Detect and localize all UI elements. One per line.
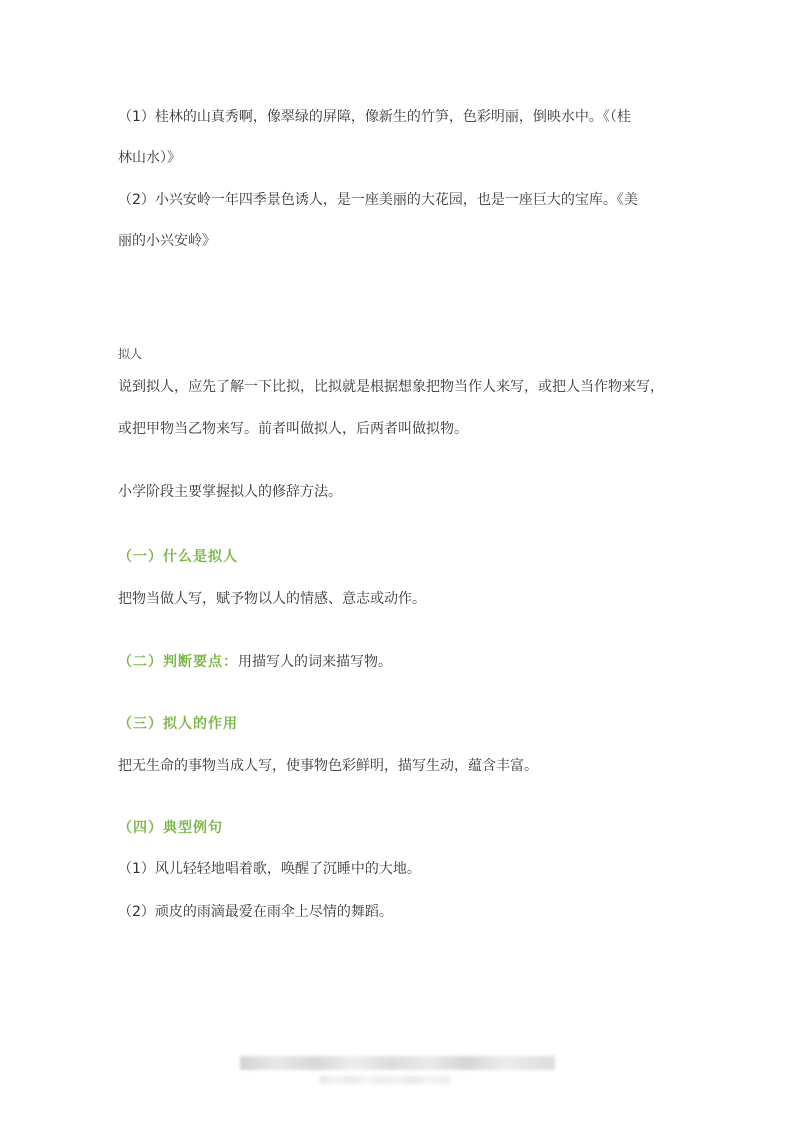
intro-paragraph-2: 小学阶段主要掌握拟人的修辞方法。 — [118, 484, 342, 500]
definition-text: 把物当做人写，赋予物以人的情感、意志或动作。 — [118, 591, 426, 607]
heading-judgement-points: （二）判断要点： — [118, 654, 238, 670]
intro-paragraph-line-2: 或把甲物当乙物来写。前者叫做拟人，后两者叫做拟物。 — [118, 421, 468, 437]
function-text: 把无生命的事物当成人写，使事物色彩鲜明，描写生动，蕴含丰富。 — [118, 758, 538, 774]
heading-typical-examples: （四）典型例句 — [118, 820, 223, 836]
heading-function: （三）拟人的作用 — [118, 716, 238, 732]
example-1-line-1: （1）桂林的山真秀啊，像翠绿的屏障，像新生的竹笋，色彩明丽，倒映水中。《（桂 — [118, 109, 631, 125]
judgement-points-row — [118, 652, 392, 672]
example-1-line-2: 林山水）》 — [118, 150, 181, 166]
typical-example-1: （1）风儿轻轻地唱着歌，唤醒了沉睡中的大地。 — [118, 861, 421, 877]
heading-what-is-personification: （一）什么是拟人 — [118, 549, 238, 565]
section-label: 拟人 — [118, 347, 143, 361]
typical-example-2: （2）顽皮的雨滴最爱在雨伞上尽情的舞蹈。 — [118, 904, 393, 920]
example-2-line-1: （2）小兴安岭一年四季景色诱人，是一座美丽的大花园，也是一座巨大的宝库。《美 — [118, 192, 638, 208]
intro-paragraph-line-1: 说到拟人，应先了解一下比拟，比拟就是根据想象把物当作人来写，或把人当作物来写， — [118, 379, 664, 395]
judgement-points-text: 用描写人的词来描写物。 — [238, 654, 392, 670]
example-2-line-2: 丽的小兴安岭》 — [118, 233, 216, 249]
